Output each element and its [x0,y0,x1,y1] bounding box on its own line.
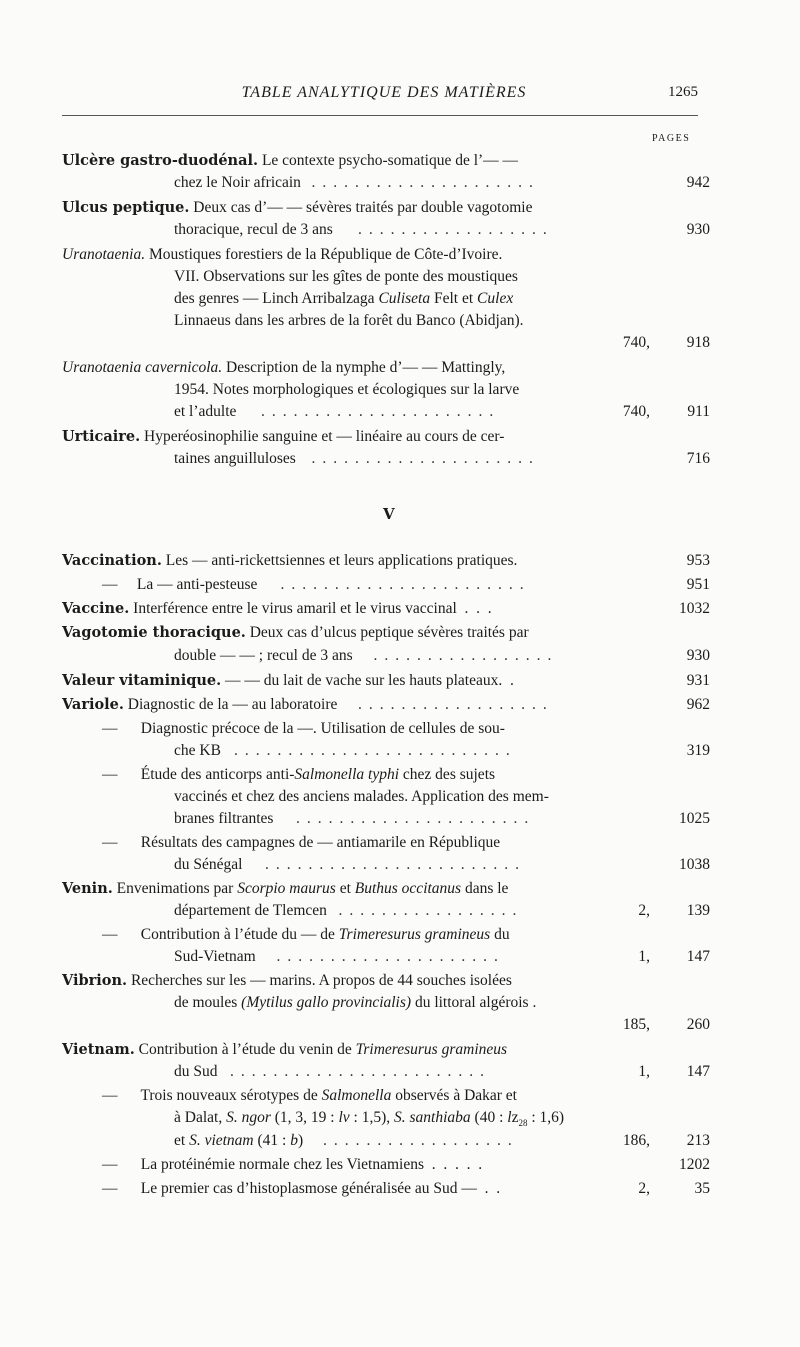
page-reference: 35 [694,1180,710,1197]
page-reference: 147 [686,1063,710,1080]
page-reference: 962 [686,696,710,713]
fascicle-number: 2, [638,1180,650,1197]
index-line [62,854,762,876]
index-line [62,1107,762,1129]
leader-dots: ................. [338,902,524,919]
page-reference: 930 [686,221,710,238]
index-line [62,832,762,854]
leader-dots: ........................ [265,856,526,873]
index-line [62,379,762,401]
leader-dots: ........................ [230,1063,491,1080]
header-rule [62,115,698,116]
page-reference: 147 [686,948,710,965]
index-line-text: Linnaeus dans les arbres de la forêt du Banco (Abidjan). [174,312,524,329]
leader-dots: ..................... [276,948,505,965]
index-line [62,924,762,946]
index-line-text: Valeur vitaminique. — — du lait de vache sur les hauts plateaux. . [62,672,514,689]
running-header-title: TABLE ANALYTIQUE DES MATIÈRES [241,84,527,101]
page-reference: 951 [686,576,710,593]
index-line [62,197,762,219]
index-line [62,1154,762,1176]
pages-column-label: PAGES [652,133,691,144]
page-reference: 918 [686,334,710,351]
index-line [62,332,762,354]
index-line-text: thoracique, recul de 3 ans [174,221,333,238]
index-line [62,1039,762,1061]
leader-dots: .................. [323,1132,519,1149]
fascicle-number: 185, [622,1016,650,1033]
index-line [62,970,762,992]
fascicle-number: 740, [622,403,650,420]
page-number: 1265 [668,84,698,100]
page-reference: 942 [686,174,710,191]
fascicle-number: 186, [622,1132,650,1149]
index-line [62,878,762,900]
page-reference: 319 [686,742,710,759]
index-line [62,550,762,572]
index-line [62,645,762,667]
index-line [62,670,762,692]
index-line [62,150,762,172]
index-line-text: — Résultats des campagnes de — antiamarile en République [102,834,501,851]
index-line-text: — La protéinémie normale chez les Vietnamiens . . . . . [102,1156,483,1173]
fascicle-number: 1, [638,948,650,965]
index-line-text: — Étude des anticorps anti-Salmonella typhi chez des sujets [102,766,496,783]
index-line-text: Ulcus peptique. Deux cas d’— — sévères traités par double vagotomie [62,199,533,216]
index-line [62,401,762,423]
leader-dots: ..................... [311,450,540,467]
index-line-text: du Sud [174,1063,218,1080]
index-line-text: — La — anti-pesteuse [102,576,258,593]
index-line-text: département de Tlemcen [174,902,327,919]
index-line [62,1085,762,1107]
index-line-text: et S. vietnam (41 : b) [174,1132,304,1149]
leader-dots: .................. [358,696,554,713]
index-line-text: Vietnam. Contribution à l’étude du venin de Trimeresurus gramineus [62,1041,508,1058]
index-line [62,357,762,379]
index-line-text: Uranotaenia. Moustiques forestiers de la République de Côte-d’Ivoire. [62,246,503,263]
index-line [62,694,762,716]
page-reference: 1032 [679,600,710,617]
index-line [62,1130,762,1152]
index-line-text: Venin. Envenimations par Scorpio maurus et Buthus occitanus dans le [62,880,509,897]
page-reference: 1038 [679,856,710,873]
index-line-text: à Dalat, S. ngor (1, 3, 19 : lv : 1,5), S. santhiaba (40 : $lz_{28}$ : 1,6) [174,1109,565,1129]
index-line-text: Urticaire. Hyperéosinophilie sanguine et — linéaire au cours de cer- [62,428,505,445]
index-line-text: 1954. Notes morphologiques et écologiques sur la larve [174,381,520,398]
index-line-text: — Diagnostic précoce de la —. Utilisation de cellules de sou- [102,720,505,737]
index-line [62,426,762,448]
index-line-text: Vaccination. Les — anti-rickettsiennes et leurs applications pratiques. [62,552,518,569]
index-line-text: chez le Noir africain [174,174,301,191]
index-line-text: des genres — Linch Arribalzaga Culiseta Felt et Culex [174,290,514,307]
page-reference: 911 [687,403,710,420]
index-line [62,574,762,596]
index-line [62,244,762,266]
index-line-text: — Trois nouveaux sérotypes de Salmonella observés à Dakar et [102,1087,517,1104]
index-line [62,992,762,1014]
index-line-text: — Le premier cas d’histoplasmose généralisée au Sud — . . [102,1180,501,1197]
page-reference: 1025 [679,810,710,827]
page-reference: 953 [686,552,710,569]
index-line-text: de moules (Mytilus gallo provincialis) du littoral algérois . [174,994,537,1011]
index-line [62,946,762,968]
leader-dots: ................. [373,647,559,664]
index-line [62,1014,762,1036]
index-line [62,172,762,194]
index-line [62,1061,762,1083]
index-line [62,310,762,332]
index-line-text: du Sénégal [174,856,243,873]
index-line [62,1178,762,1200]
index-line-text: Vaccine. Interférence entre le virus amaril et le virus vaccinal . . . [62,600,492,617]
index-line-text: Vagotomie thoracique. Deux cas d’ulcus peptique sévères traités par [62,624,529,641]
page-reference: 1202 [679,1156,710,1173]
page-reference: 213 [686,1132,710,1149]
leader-dots: ...................... [261,403,501,420]
leader-dots: .................. [358,221,554,238]
index-line [62,598,762,620]
page-reference: 139 [686,902,710,919]
index-line [62,288,762,310]
index-line-text: et l’adulte [174,403,237,420]
index-line [62,808,762,830]
page-reference: 931 [686,672,710,689]
index-line-text: che KB [174,742,221,759]
page-reference: 260 [686,1016,710,1033]
index-line [62,786,762,808]
index-line [62,448,762,470]
index-line [62,740,762,762]
index-line [62,764,762,786]
index-line-text: Variole. Diagnostic de la — au laboratoire [62,696,338,713]
index-line [62,622,762,644]
index-line-text: Vibrion. Recherches sur les — marins. A propos de 44 souches isolées [62,972,512,989]
index-line-text: vaccinés et chez des anciens malades. Application des mem- [174,788,549,805]
index-line [62,219,762,241]
page-reference: 716 [686,450,710,467]
index-line-text: Ulcère gastro-duodénal. Le contexte psycho-somatique de l’— — [62,152,519,169]
fascicle-number: 740, [622,334,650,351]
index-line-text: branes filtrantes [174,810,274,827]
index-line-text: Uranotaenia cavernicola. Description de la nymphe d’— — Mattingly, [62,359,506,376]
index-line-text: Sud-Vietnam [174,948,256,965]
index-line-text: VII. Observations sur les gîtes de ponte des moustiques [174,268,518,285]
leader-dots: ..................... [311,174,540,191]
index-line [62,718,762,740]
fascicle-number: 2, [638,902,650,919]
leader-dots: .......................... [234,742,517,759]
index-line [62,900,762,922]
index-line-text: double — — ; recul de 3 ans [174,647,353,664]
page-reference: 930 [686,647,710,664]
fascicle-number: 1, [638,1063,650,1080]
index-line [62,266,762,288]
index-line-text: taines anguilluloses [174,450,296,467]
section-letter: V [383,505,395,523]
leader-dots: ....................... [280,576,531,593]
index-line-text: — Contribution à l’étude du — de Trimeresurus gramineus du [102,926,510,943]
leader-dots: ...................... [296,810,536,827]
